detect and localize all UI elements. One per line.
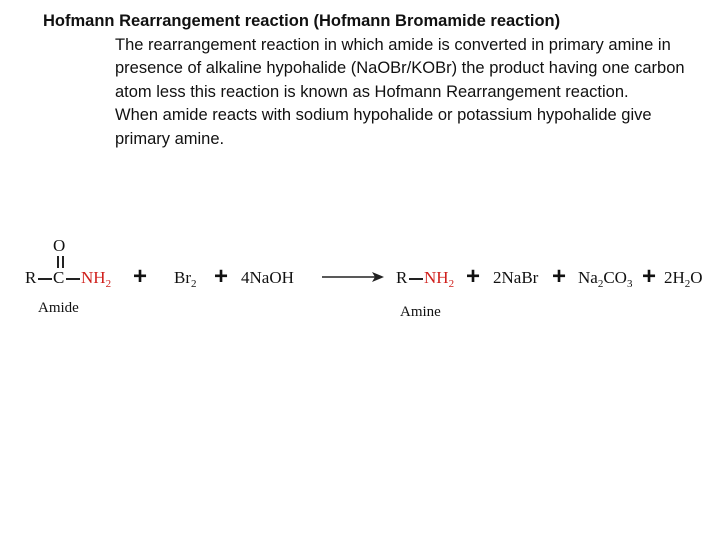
amide-r-group: R [25, 268, 37, 287]
amine-nh2: $NH_2$ [424, 268, 455, 290]
na2co3-product: $Na_2CO_3$ [578, 268, 633, 290]
water-product: $2H_2O$ [664, 268, 703, 290]
r-n-bond [409, 278, 423, 280]
r-c-bond [38, 278, 52, 280]
double-bond-line-1 [57, 256, 59, 268]
amine-label: Amine [400, 304, 441, 320]
amide-carbon: C [53, 268, 65, 287]
double-bond-line-2 [62, 256, 64, 268]
text-content [43, 10, 703, 151]
amide-label: Amide [38, 300, 79, 316]
plus-sign-4: + [552, 263, 567, 290]
page-title: Hofmann Rearrangement reaction (Hofmann Bromamide reaction) [43, 12, 561, 30]
naoh-reagent: 4NaOH [241, 268, 294, 287]
reaction-equation [0, 232, 720, 332]
paragraph-definition: The rearrangement reaction in which amide is converted in primary amine in presence of alkaline hypohalide (NaOBr/KOBr) the product having one carbon atom less this reaction is known as Hofmann Rearrangement reaction. [115, 35, 685, 101]
paragraph-reaction-summary: When amide reacts with sodium hypohalide or potassium hypohalide give primary amine. [115, 106, 652, 148]
bromine-reagent: $Br_2$ [174, 268, 197, 290]
amide-nh2: $NH_2$ [81, 268, 112, 290]
nabr-product: 2NaBr [493, 268, 539, 287]
amine-r-group: R [396, 268, 408, 287]
carbonyl-oxygen: O [53, 236, 66, 255]
reaction-arrow [322, 270, 384, 284]
plus-sign-3: + [466, 263, 481, 290]
plus-sign-1: + [133, 263, 148, 290]
plus-sign-2: + [214, 263, 229, 290]
plus-sign-5: + [642, 263, 657, 290]
c-n-bond [66, 278, 80, 280]
